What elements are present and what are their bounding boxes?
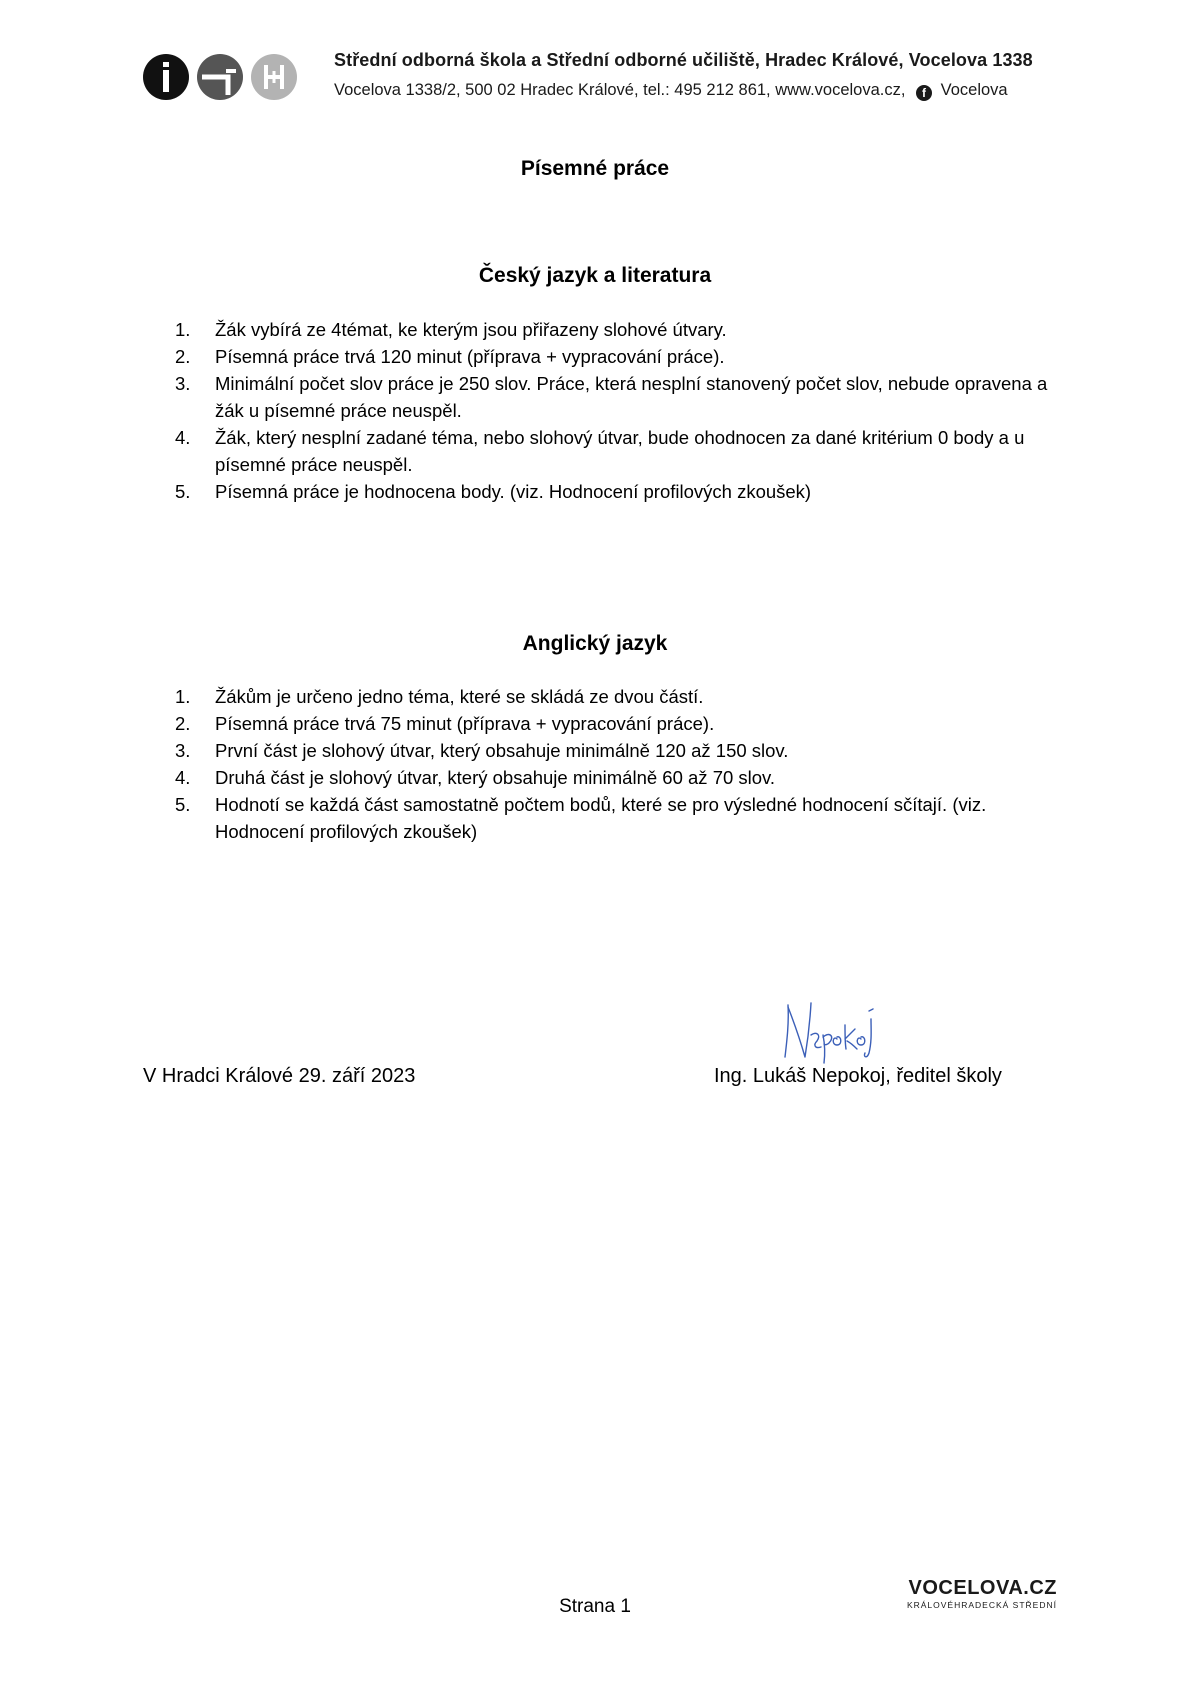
list-item [175, 316, 1055, 343]
english-rules-list [175, 683, 1055, 845]
list-text: Minimální počet slov práce je 250 slov. Práce, která nesplní stanovený počet slov, nebude opravena a žák u písemné práce neuspěl. [215, 373, 1048, 421]
list-item [175, 683, 1055, 710]
brand-name: VOCELOVA.CZ [908, 1577, 1057, 1599]
contact-address: Vocelova 1338/2, 500 02 Hradec Králové, tel.: 495 212 861, www.vocelova.cz, [334, 81, 906, 99]
list-item [175, 791, 1055, 845]
list-text: Hodnotí se každá část samostatně počtem bodů, které se pro výsledné hodnocení sčítají. (viz. Hodnocení profilových zkoušek) [215, 794, 987, 842]
list-item [175, 478, 1055, 505]
list-number: 2. [175, 713, 191, 734]
list-number: 4. [175, 767, 191, 788]
place-date: V Hradci Králové 29. září 2023 [143, 1065, 416, 1087]
list-text: Písemná práce trvá 120 minut (příprava + vypracování práce). [215, 346, 725, 367]
page-number: Strana 1 [559, 1596, 631, 1617]
school-name: Střední odborná škola a Střední odborné učiliště, Hradec Králové, Vocelova 1338 [334, 50, 1033, 70]
handwritten-signature [775, 995, 885, 1065]
list-text: Písemná práce trvá 75 minut (příprava + vypracování práce). [215, 713, 715, 734]
czech-rules-list [175, 316, 1055, 505]
list-text: Písemná práce je hodnocena body. (viz. Hodnocení profilových zkoušek) [215, 481, 812, 502]
page-title: Písemné práce [520, 157, 670, 180]
list-item [175, 764, 1055, 791]
logo-i-icon [142, 53, 190, 101]
list-text: Druhá část je slohový útvar, který obsahuje minimálně 60 až 70 slov. [215, 767, 776, 788]
list-number: 5. [175, 481, 191, 502]
list-number: 1. [175, 686, 191, 707]
list-number: 2. [175, 346, 191, 367]
school-contact [334, 81, 1008, 101]
list-item [175, 370, 1055, 424]
logo-pipe-icon [196, 53, 244, 101]
list-text: Žák vybírá ze 4témat, ke kterým jsou přiřazeny slohové útvary. [215, 319, 727, 340]
list-number: 3. [175, 373, 191, 394]
list-text: První část je slohový útvar, který obsahuje minimálně 120 až 150 slov. [215, 740, 789, 761]
list-item [175, 737, 1055, 764]
section-heading-czech: Český jazyk a literatura [478, 264, 712, 287]
list-number: 5. [175, 794, 191, 815]
list-item [175, 343, 1055, 370]
list-item [175, 710, 1055, 737]
list-text: Žák, který nesplní zadané téma, nebo slohový útvar, bude ohodnocen za dané kritérium 0 body a u písemné práce neuspěl. [215, 427, 1025, 475]
list-text: Žákům je určeno jedno téma, které se skládá ze dvou částí. [215, 686, 704, 707]
signer-name: Ing. Lukáš Nepokoj, ředitel školy [714, 1065, 1002, 1087]
logo-h-icon [250, 53, 298, 101]
footer-brand-logo [897, 1577, 1057, 1611]
list-number: 4. [175, 427, 191, 448]
list-number: 3. [175, 740, 191, 761]
brand-tagline: KRÁLOVÉHRADECKÁ STŘEDNÍ [906, 1600, 1057, 1610]
list-number: 1. [175, 319, 191, 340]
section-heading-english: Anglický jazyk [522, 632, 668, 655]
facebook-icon: f [916, 85, 932, 101]
facebook-label: Vocelova [940, 81, 1008, 99]
list-item [175, 424, 1055, 478]
